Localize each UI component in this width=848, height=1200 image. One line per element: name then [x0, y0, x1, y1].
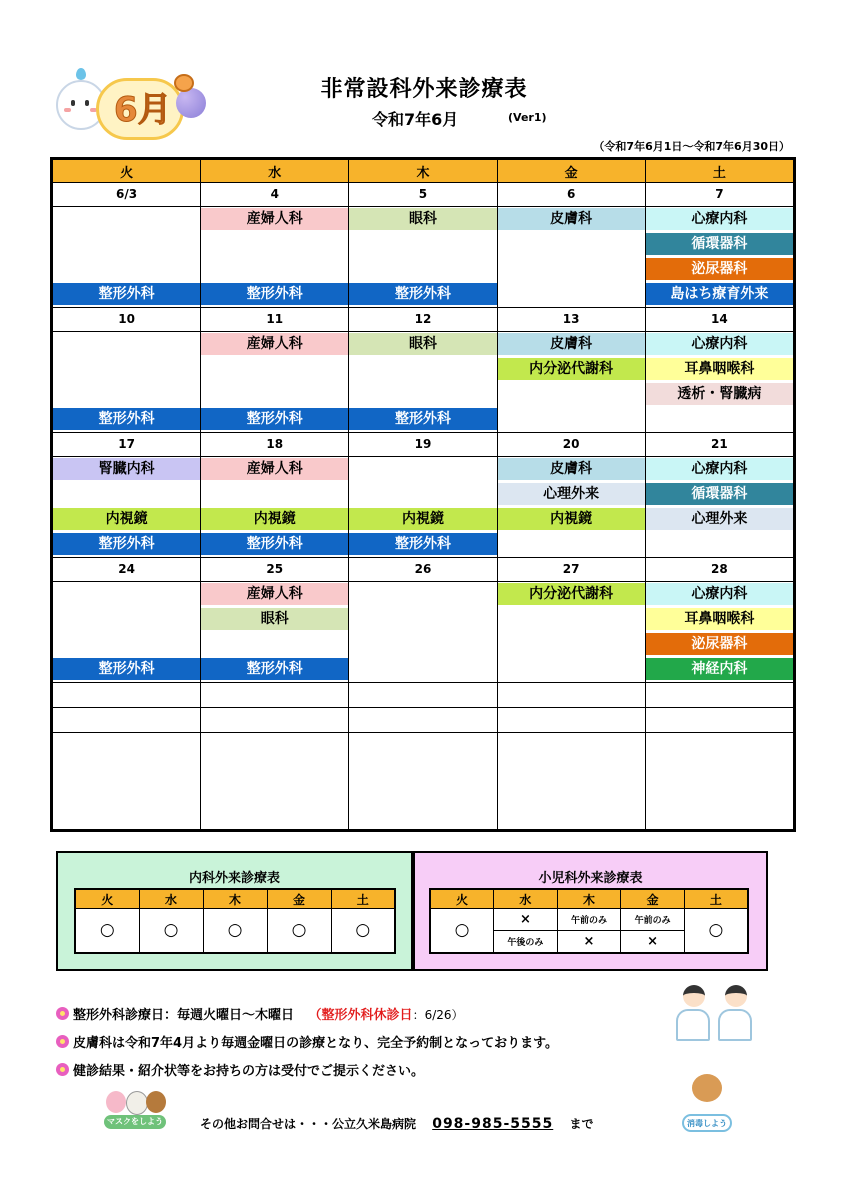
department-slot: 整形外科	[201, 283, 348, 305]
pediatric-wed-pm: 午後のみ	[494, 931, 558, 953]
weekday-header: 水	[201, 160, 349, 183]
note-referral	[56, 1060, 424, 1079]
period-label: （令和7年6月1日～令和7年6月30日）	[593, 140, 790, 153]
empty-cell	[53, 733, 201, 830]
department-slot: 内分泌代謝科	[498, 358, 645, 380]
day-number: 17	[53, 433, 200, 457]
department-slot: 眼科	[349, 208, 496, 230]
note-text: 皮膚科は令和7年4月より毎週金曜日の診療となり、完全予約制となっております。	[73, 1036, 559, 1051]
calendar-day	[201, 433, 349, 558]
weekday-header: 火	[53, 160, 201, 183]
month-label: 6月	[114, 90, 172, 130]
calendar-day	[53, 558, 201, 683]
calendar-day	[53, 433, 201, 558]
calendar-day	[645, 308, 793, 433]
day-number: 21	[646, 433, 793, 457]
page-subtitle: 令和7年6月	[372, 110, 459, 129]
day-number: 24	[53, 558, 200, 582]
weekday-header: 木	[349, 160, 497, 183]
empty-cell	[201, 708, 349, 733]
note-text: 健診結果・紹介状等をお持ちの方は受付でご提示ください。	[73, 1064, 425, 1079]
department-slot: 皮膚科	[498, 458, 645, 480]
day-number: 20	[498, 433, 645, 457]
contact-phone[interactable]: 098-985-5555	[432, 1116, 554, 1132]
department-slot: 心療内科	[646, 208, 793, 230]
day-number: 6/3	[53, 183, 200, 207]
department-slot: 整形外科	[53, 658, 200, 680]
calendar-day	[201, 183, 349, 308]
department-slot: 泌尿器科	[646, 258, 793, 280]
department-slot: 内視鏡	[498, 508, 645, 530]
note-closed-date: ：6/26）	[412, 1008, 464, 1022]
empty-cell	[349, 708, 497, 733]
day-number: 6	[498, 183, 645, 207]
calendar-week	[53, 183, 794, 308]
internal-day: 土	[331, 889, 395, 909]
internal-day: 木	[203, 889, 267, 909]
internal-mark: ○	[331, 909, 395, 953]
day-number: 4	[201, 183, 348, 207]
pediatric-thu-am: 午前のみ	[557, 909, 621, 931]
weekday-header: 金	[497, 160, 645, 183]
internal-day: 水	[139, 889, 203, 909]
department-slot: 整形外科	[53, 533, 200, 555]
day-number: 27	[498, 558, 645, 582]
internal-mark: ○	[139, 909, 203, 953]
empty-cell	[53, 683, 201, 708]
calendar-day	[349, 558, 497, 683]
calendar-day	[645, 558, 793, 683]
pediatric-panel	[413, 851, 768, 971]
weekday-header: 土	[645, 160, 793, 183]
mask-label: マスクをしよう	[104, 1115, 166, 1129]
contact-line	[200, 1115, 593, 1132]
department-slot: 心理外来	[498, 483, 645, 505]
empty-cell	[497, 683, 645, 708]
calendar-day	[497, 183, 645, 308]
internal-day: 火	[75, 889, 139, 909]
department-slot: 透析・腎臓病	[646, 383, 793, 405]
department-slot: 整形外科	[201, 658, 348, 680]
pediatric-day: 木	[557, 889, 621, 909]
department-slot: 心療内科	[646, 458, 793, 480]
department-slot: 整形外科	[201, 408, 348, 430]
pediatric-day: 火	[430, 889, 494, 909]
department-slot: 整形外科	[349, 283, 496, 305]
mask-illustration	[100, 1087, 170, 1129]
flower-icon	[56, 1007, 69, 1020]
internal-mark: ○	[267, 909, 331, 953]
calendar-day	[497, 433, 645, 558]
department-slot: 皮膚科	[498, 333, 645, 355]
version-label: (Ver1)	[508, 111, 547, 124]
empty-cell	[497, 733, 645, 830]
wash-label: 消毒しよう	[682, 1114, 732, 1132]
department-slot: 内分泌代謝科	[498, 583, 645, 605]
department-slot: 整形外科	[201, 533, 348, 555]
department-slot: 産婦人科	[201, 208, 348, 230]
calendar-day	[645, 433, 793, 558]
page-title: 非常設科外来診療表	[320, 77, 528, 102]
pediatric-thu-pm: ×	[557, 931, 621, 953]
department-slot: 内視鏡	[53, 508, 200, 530]
empty-cell	[349, 683, 497, 708]
department-slot: 耳鼻咽喉科	[646, 358, 793, 380]
empty-cell	[53, 708, 201, 733]
pediatric-tue: ○	[430, 909, 494, 953]
internal-mark: ○	[203, 909, 267, 953]
calendar-week	[53, 308, 794, 433]
day-number: 10	[53, 308, 200, 332]
department-slot: 整形外科	[349, 408, 496, 430]
pediatric-wed-am: ×	[494, 909, 558, 931]
department-slot: 心理外来	[646, 508, 793, 530]
department-slot: 内視鏡	[201, 508, 348, 530]
day-number: 18	[201, 433, 348, 457]
note-orthopedics	[56, 1004, 464, 1023]
calendar-day	[201, 558, 349, 683]
day-number: 28	[646, 558, 793, 582]
day-number: 13	[498, 308, 645, 332]
pediatric-day: 金	[621, 889, 685, 909]
department-slot: 神経内科	[646, 658, 793, 680]
calendar-day	[645, 183, 793, 308]
department-slot: 皮膚科	[498, 208, 645, 230]
department-slot: 産婦人科	[201, 458, 348, 480]
pediatric-title: 小児科外来診療表	[538, 871, 643, 886]
calendar-day	[349, 183, 497, 308]
pediatric-fri-pm: ×	[621, 931, 685, 953]
contact-suffix: まで	[569, 1117, 594, 1131]
pediatric-day: 水	[494, 889, 558, 909]
calendar-day	[349, 308, 497, 433]
department-slot: 腎臓内科	[53, 458, 200, 480]
internal-medicine-table	[74, 888, 396, 954]
pediatric-fri-am: 午前のみ	[621, 909, 685, 931]
calendar-day	[497, 558, 645, 683]
day-number: 11	[201, 308, 348, 332]
internal-medicine-title: 内科外来診療表	[188, 871, 280, 886]
day-number: 14	[646, 308, 793, 332]
day-number: 25	[201, 558, 348, 582]
calendar-week	[53, 433, 794, 558]
department-slot: 内視鏡	[349, 508, 496, 530]
department-slot: 整形外科	[53, 283, 200, 305]
department-slot: 整形外科	[349, 533, 496, 555]
calendar-day	[53, 183, 201, 308]
department-slot: 産婦人科	[201, 333, 348, 355]
hand-wash-illustration	[682, 1074, 732, 1132]
empty-cell	[201, 683, 349, 708]
empty-cell	[645, 733, 793, 830]
empty-cell	[349, 733, 497, 830]
flower-icon	[56, 1063, 69, 1076]
note-closed-label: （整形外科休診日	[308, 1008, 413, 1023]
doctors-illustration	[672, 985, 758, 1043]
day-number: 5	[349, 183, 496, 207]
calendar-day	[497, 308, 645, 433]
pediatric-sat: ○	[684, 909, 748, 953]
empty-cell	[645, 683, 793, 708]
pediatric-table	[429, 888, 749, 954]
department-slot: 整形外科	[53, 408, 200, 430]
note-text: 整形外科診療日：毎週火曜日～木曜日	[73, 1008, 295, 1023]
department-slot: 産婦人科	[201, 583, 348, 605]
department-slot: 島はち療育外来	[646, 283, 793, 305]
schedule-calendar	[50, 157, 796, 832]
internal-day: 金	[267, 889, 331, 909]
day-number: 26	[349, 558, 496, 582]
note-dermatology	[56, 1032, 558, 1051]
internal-medicine-panel	[56, 851, 413, 971]
empty-cell	[201, 733, 349, 830]
day-number: 19	[349, 433, 496, 457]
department-slot: 循環器科	[646, 233, 793, 255]
empty-cell	[497, 708, 645, 733]
calendar-week	[53, 558, 794, 683]
department-slot: 泌尿器科	[646, 633, 793, 655]
flower-icon	[56, 1035, 69, 1048]
day-number: 7	[646, 183, 793, 207]
department-slot: 心療内科	[646, 333, 793, 355]
department-slot: 循環器科	[646, 483, 793, 505]
day-number: 12	[349, 308, 496, 332]
calendar-day	[201, 308, 349, 433]
department-slot: 眼科	[349, 333, 496, 355]
calendar-day	[53, 308, 201, 433]
department-slot: 心療内科	[646, 583, 793, 605]
pediatric-day: 土	[684, 889, 748, 909]
department-slot: 眼科	[201, 608, 348, 630]
empty-cell	[645, 708, 793, 733]
department-slot: 耳鼻咽喉科	[646, 608, 793, 630]
internal-mark: ○	[75, 909, 139, 953]
contact-label: その他お問合せは・・・公立久米島病院	[200, 1117, 417, 1131]
calendar-day	[349, 433, 497, 558]
